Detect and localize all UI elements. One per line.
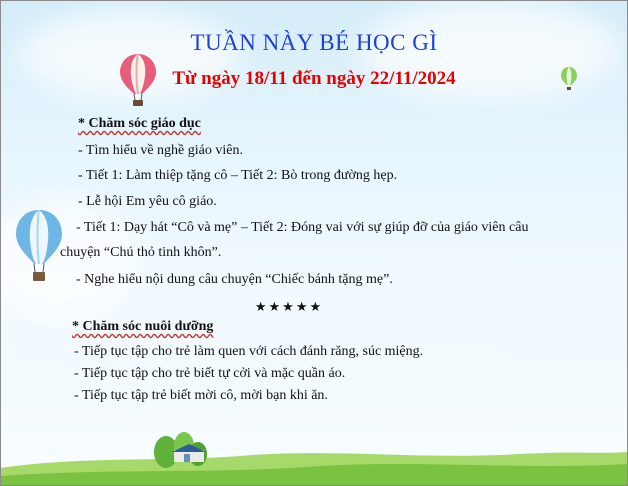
- hot-air-balloon-icon: [14, 208, 64, 284]
- date-range-subtitle: Từ ngày 18/11 đến ngày 22/11/2024: [172, 68, 456, 89]
- list-item: - Tiếp tục tập trẻ biết mời cô, mời bạn khi ăn.: [74, 388, 328, 403]
- list-item: - Nghe hiểu nội dung câu chuyện “Chiếc bánh tặng mẹ”.: [76, 272, 393, 287]
- list-item: - Tiết 1: Dạy hát “Cô và mẹ” – Tiết 2: Đóng vai với sự giúp đỡ của giáo viên câu: [76, 220, 529, 235]
- list-item: - Tiết 1: Làm thiệp tặng cô – Tiết 2: Bò trong đường hẹp.: [78, 168, 398, 183]
- list-item: - Tiếp tục tập cho trẻ biết tự cởi và mặc quần áo.: [74, 366, 346, 381]
- house-icon: [172, 444, 206, 464]
- list-item: - Tiếp tục tập cho trẻ làm quen với cách đánh răng, súc miệng.: [74, 344, 424, 359]
- section-education-heading: * Chăm sóc giáo dục: [78, 116, 201, 131]
- grass-hill-decoration: [0, 426, 628, 486]
- list-item: - Lễ hội Em yêu cô giáo.: [78, 194, 217, 209]
- list-item: - Tìm hiểu về nghề giáo viên.: [78, 143, 243, 158]
- section-nutrition-heading: * Chăm sóc nuôi dưỡng: [72, 319, 214, 334]
- list-item: chuyện “Chú thỏ tinh khôn”.: [60, 245, 222, 260]
- star-divider: ★★★★★: [254, 299, 324, 314]
- page-title: TUẦN NÀY BÉ HỌC GÌ: [190, 30, 438, 55]
